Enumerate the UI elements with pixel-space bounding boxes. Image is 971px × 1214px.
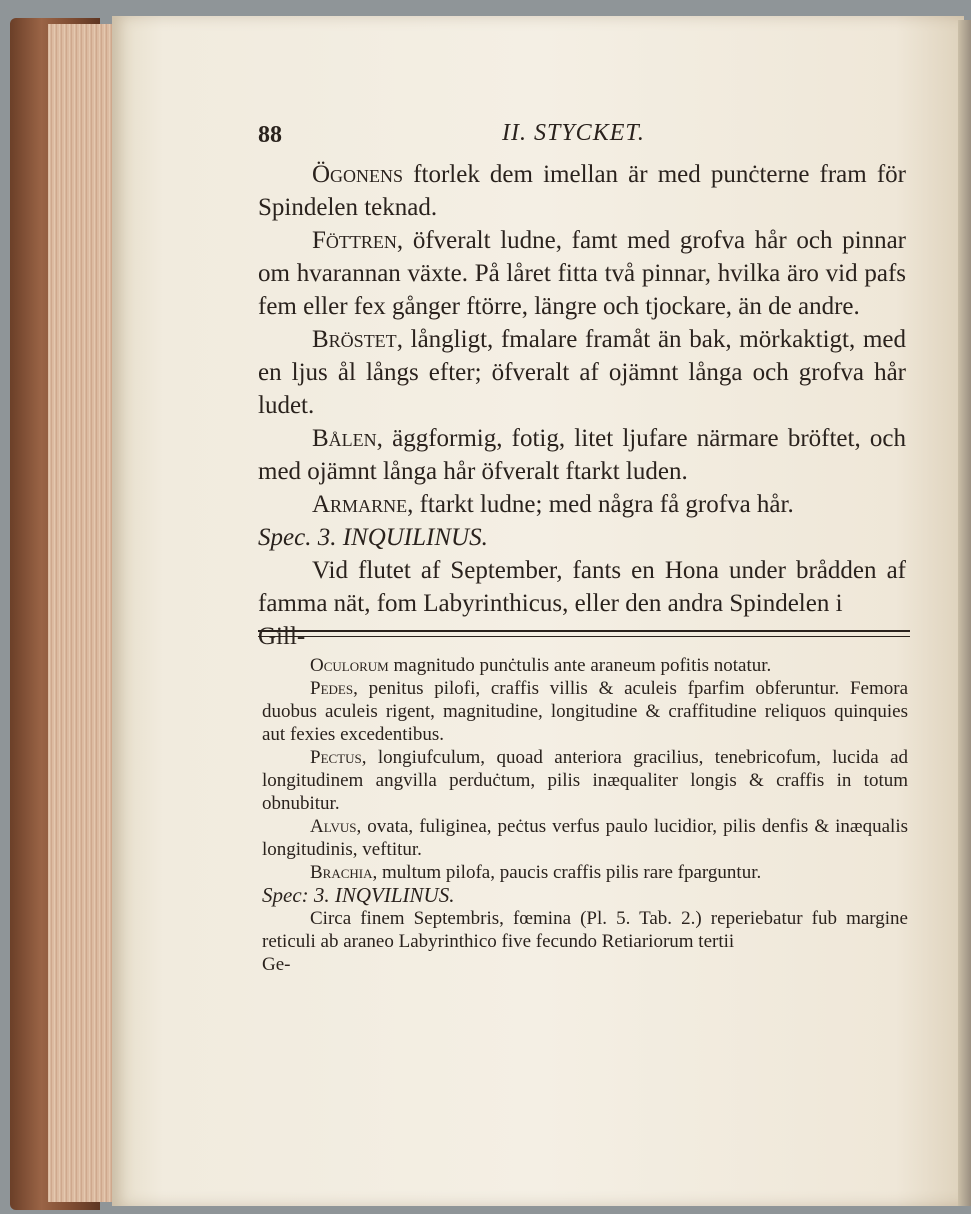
paragraph-text: , äggformig, fotig, litet ljufare närmare bröftet, och med ojämnt långa hår öfveralt ftarkt luden. xyxy=(258,425,906,485)
footnote-divider xyxy=(258,630,910,637)
lead-word: Armarne xyxy=(312,491,408,518)
lead-word: Pectus xyxy=(310,747,362,768)
latin-text-column xyxy=(262,654,908,976)
latin-species-heading: Spec: 3. INQVILINUS. xyxy=(262,883,455,907)
swedish-text-column xyxy=(258,158,906,653)
paragraph-feet xyxy=(258,224,906,323)
paragraph-text: , ftarkt ludne; med några få grofva hår. xyxy=(407,491,794,518)
running-head: II. STYCKET. xyxy=(502,120,645,146)
latin-paragraph-eyes xyxy=(262,654,908,677)
page-edges xyxy=(48,24,120,1202)
lead-word: Alvus xyxy=(310,816,357,837)
facing-page-edge xyxy=(958,20,971,1206)
paragraph-text: , öfveralt ludne, famt med grofva hår och pinnar om hvarannan växte. På låret fitta två pinnar, hvilka äro vid pafs fem eller fex gånger ftörre, längre och tjockare, än de andre. xyxy=(258,227,906,320)
latin-paragraph-abdomen xyxy=(262,815,908,861)
lead-word: Oculorum xyxy=(310,655,389,676)
paragraph-text: , multum pilofa, paucis craffis pilis rare fparguntur. xyxy=(372,862,762,883)
paragraph-arms xyxy=(258,488,906,521)
paragraph-text: , penitus pilofi, craffis villis & aculeis fparfim obferuntur. Femora duobus aculeis rigent, magnitudine, longitudine & craffitudine reliquos quinquies aut fexies excedentibus. xyxy=(262,678,908,745)
paragraph-text: ftorlek dem imellan är med punċterne fram för Spindelen teknad. xyxy=(258,161,906,221)
latin-paragraph-inquilinus: Circa finem Septembris, fœmina (Pl. 5. Tab. 2.) reperiebatur fub margine reticuli ab araneo Labyrinthico five fecundo Retiariorum tertii xyxy=(262,908,908,952)
latin-paragraph-arms xyxy=(262,861,908,884)
species-heading: Spec. 3. INQUILINUS. xyxy=(258,524,488,551)
lead-word: Pedes xyxy=(310,678,354,699)
catchword: Gill- xyxy=(258,623,306,650)
lead-word: Bålen xyxy=(312,425,377,452)
latin-paragraph-chest xyxy=(262,746,908,815)
paragraph-chest xyxy=(258,323,906,422)
page-number: 88 xyxy=(258,122,282,148)
lead-word: Brachia xyxy=(310,862,373,883)
lead-word: Föttren xyxy=(312,227,397,254)
paragraph-text: , longiufculum, quoad anteriora gracilius, tenebricofum, lucida ad longitudinem angvilla perduċtum, pilis inæqualiter longis & craffis in totum obnubitur. xyxy=(262,747,908,814)
latin-paragraph-feet xyxy=(262,677,908,746)
lead-word: Ögonens xyxy=(312,161,404,188)
paragraph-text: , ovata, fuliginea, peċtus verfus paulo lucidior, pilis denfis & inæqualis longitudinis, veftitur. xyxy=(262,816,908,860)
latin-catchword: Ge- xyxy=(262,954,291,975)
paragraph-eyes xyxy=(258,158,906,224)
paragraph-text: , långligt, fmalare framåt än bak, mörkaktigt, med en ljus ål långs efter; öfveralt af ojämnt långa och grofva hår ludet. xyxy=(258,326,906,419)
paragraph-abdomen xyxy=(258,422,906,488)
lead-word: Bröstet xyxy=(312,326,397,353)
paragraph-inquilinus: Vid flutet af September, fants en Hona under brådden af famma nät, fom Labyrinthicus, eller den andra Spindelen i xyxy=(258,557,906,617)
paragraph-text: magnitudo punċtulis ante araneum pofitis notatur. xyxy=(388,655,772,676)
